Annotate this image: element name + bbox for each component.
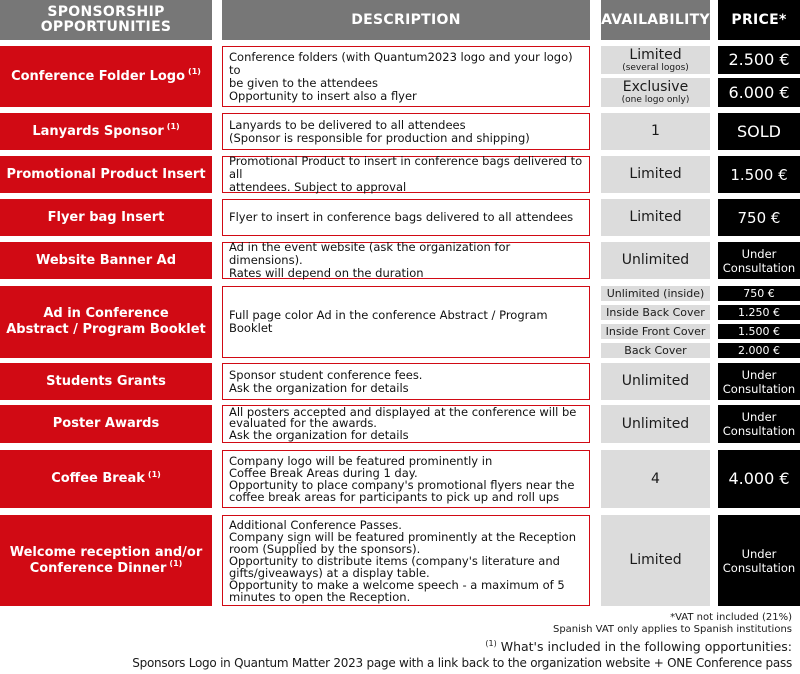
- welcome-desc-line: Additional Conference Passes.: [229, 517, 402, 532]
- row-flyer-description: [222, 199, 590, 236]
- included-note: [485, 639, 792, 654]
- row-abstract-name: [0, 286, 212, 358]
- included-footnote-mark: (1): [485, 639, 497, 648]
- promo-price: 1.500 €: [718, 156, 800, 193]
- availability-text: Limited: [629, 46, 682, 63]
- lanyards-footnote-mark: (1): [166, 122, 180, 132]
- coffee-availability: 4: [601, 450, 710, 508]
- availability-text: Exclusive: [622, 79, 689, 95]
- folder-price-limited: 2.500 €: [718, 46, 800, 74]
- vat-note: *VAT not included (21%): [670, 612, 792, 623]
- abstract-availability-inside-back: Inside Back Cover: [601, 305, 710, 320]
- row-website-name: Website Banner Ad: [0, 242, 212, 279]
- price-line: Consultation: [722, 381, 796, 396]
- website-availability: Unlimited: [601, 242, 710, 279]
- row-students-description: [222, 363, 590, 400]
- price-line: Consultation: [722, 260, 796, 275]
- folder-footnote-mark: (1): [188, 67, 201, 77]
- welcome-name-line: Conference Dinner: [29, 560, 167, 576]
- price-line: Consultation: [722, 424, 796, 438]
- poster-availability: Unlimited: [601, 405, 710, 443]
- row-welcome-description: [222, 515, 590, 606]
- folder-desc-line: Opportunity to insert also a flyer: [229, 88, 417, 103]
- poster-desc-line: Ask the organization for details: [229, 427, 409, 442]
- row-flyer-name: Flyer bag Insert: [0, 199, 212, 236]
- lanyards-price: SOLD: [718, 113, 800, 150]
- price-line: Under: [741, 246, 777, 261]
- abstract-availability-back-cover: Back Cover: [601, 343, 710, 358]
- price-line: Under: [741, 546, 777, 561]
- abstract-price-inside: 750 €: [718, 286, 800, 301]
- welcome-footnote-mark: (1): [169, 559, 183, 569]
- header-price: PRICE*: [718, 0, 800, 40]
- promo-desc-line: Promotional Product to insert in conference bags delivered to all: [229, 154, 583, 181]
- row-promo-description: [222, 156, 590, 193]
- website-desc-line: Ad in the event website (ask the organization for dimensions).: [229, 240, 511, 267]
- row-welcome-name: [0, 515, 212, 606]
- row-folder-name: [0, 46, 212, 107]
- coffee-desc-line: coffee break areas for participants to pick up and roll ups: [229, 490, 560, 504]
- included-text: What's included in the following opportunities:: [500, 639, 792, 655]
- abstract-availability-inside-front: Inside Front Cover: [601, 324, 710, 339]
- folder-desc-line: be given to the attendees: [229, 75, 378, 90]
- row-abstract-description: [222, 286, 590, 358]
- welcome-desc-line: room (Supplied by the sponsors).: [229, 541, 421, 556]
- welcome-name-line: Welcome reception and/or: [9, 544, 203, 560]
- header-opportunities-line2: OPPORTUNITIES: [40, 19, 172, 35]
- website-desc-line: Rates will depend on the duration: [229, 266, 424, 280]
- students-availability: Unlimited: [601, 363, 710, 400]
- welcome-availability: Limited: [601, 515, 710, 606]
- row-lanyards-description: [222, 113, 590, 150]
- lanyards-name-text: Lanyards Sponsor: [32, 123, 164, 139]
- students-desc-line: Ask the organization for details: [229, 380, 409, 395]
- price-line: Under: [741, 410, 777, 424]
- coffee-name-text: Coffee Break: [51, 471, 145, 486]
- row-coffee-description: [222, 450, 590, 508]
- lanyards-desc-line: Lanyards to be delivered to all attendees: [229, 117, 466, 132]
- poster-desc-line: All posters accepted and displayed at the conference will be: [229, 404, 577, 419]
- row-students-name: Students Grants: [0, 363, 212, 400]
- promo-desc-line: attendees. Subject to approval: [229, 180, 407, 194]
- row-poster-name: Poster Awards: [0, 405, 212, 443]
- students-price: [718, 363, 800, 400]
- folder-availability-exclusive: [601, 78, 710, 107]
- folder-desc-line: Conference folders (with Quantum2023 logo and your logo) to: [229, 49, 573, 77]
- abstract-desc-line: Full page color Ad in the conference Abstract / Program Booklet: [229, 308, 548, 335]
- flyer-availability: Limited: [601, 199, 710, 236]
- abstract-name-line: Ad in Conference: [43, 306, 169, 321]
- abstract-price-inside-front: 1.500 €: [718, 324, 800, 339]
- availability-subtext: (several logos): [622, 62, 689, 73]
- header-availability: AVAILABILITY: [601, 0, 710, 40]
- row-lanyards-name: [0, 113, 212, 150]
- availability-subtext: (one logo only): [621, 95, 690, 105]
- welcome-desc-line: minutes to open the Reception.: [229, 589, 411, 604]
- folder-name-text: Conference Folder Logo: [11, 68, 186, 84]
- folder-availability-limited: [601, 46, 710, 74]
- folder-price-exclusive: 6.000 €: [718, 78, 800, 107]
- lanyards-desc-line: (Sponsor is responsible for production and shipping): [229, 130, 530, 145]
- welcome-price: [718, 515, 800, 606]
- row-poster-description: [222, 405, 590, 443]
- flyer-price: 750 €: [718, 199, 800, 236]
- header-opportunities: [0, 0, 212, 40]
- benefits-note: Sponsors Logo in Quantum Matter 2023 page with a link back to the organization website + ONE Conference pass: [132, 656, 792, 670]
- welcome-desc-line: gifts/giveaways) at a display table.: [229, 565, 430, 580]
- coffee-desc-line: Coffee Break Areas during 1 day.: [229, 466, 418, 480]
- welcome-desc-line: Company sign will be featured prominently at the Reception: [229, 529, 576, 544]
- price-line: Consultation: [722, 560, 796, 575]
- flyer-desc-line: Flyer to insert in conference bags delivered to all attendees: [229, 210, 574, 224]
- welcome-desc-line: Opportunity to make a welcome speech - a maximum of 5: [229, 577, 565, 592]
- coffee-desc-line: Company logo will be featured prominently in: [229, 454, 493, 468]
- coffee-footnote-mark: (1): [147, 469, 161, 479]
- abstract-price-back-cover: 2.000 €: [718, 343, 800, 358]
- abstract-name-line: Abstract / Program Booklet: [6, 322, 206, 337]
- welcome-desc-line: Opportunity to distribute items (company's literature and: [229, 553, 560, 568]
- coffee-price: 4.000 €: [718, 450, 800, 508]
- website-price: [718, 242, 800, 279]
- row-promo-name: Promotional Product Insert: [0, 156, 212, 193]
- abstract-price-inside-back: 1.250 €: [718, 305, 800, 320]
- abstract-availability-inside: Unlimited (inside): [601, 286, 710, 301]
- poster-price: [718, 405, 800, 443]
- header-opportunities-line1: SPONSORSHIP: [47, 4, 165, 20]
- lanyards-availability: 1: [601, 113, 710, 150]
- poster-desc-line: evaluated for the awards.: [229, 416, 377, 431]
- promo-availability: Limited: [601, 156, 710, 193]
- header-description: DESCRIPTION: [222, 0, 590, 40]
- row-folder-description: [222, 46, 590, 107]
- vat-scope-note: Spanish VAT only applies to Spanish institutions: [552, 624, 792, 635]
- coffee-desc-line: Opportunity to place company's promotional flyers near the: [229, 478, 575, 492]
- price-line: Under: [741, 367, 777, 382]
- row-coffee-name: [0, 450, 212, 508]
- row-website-description: [222, 242, 590, 279]
- students-desc-line: Sponsor student conference fees.: [229, 367, 423, 382]
